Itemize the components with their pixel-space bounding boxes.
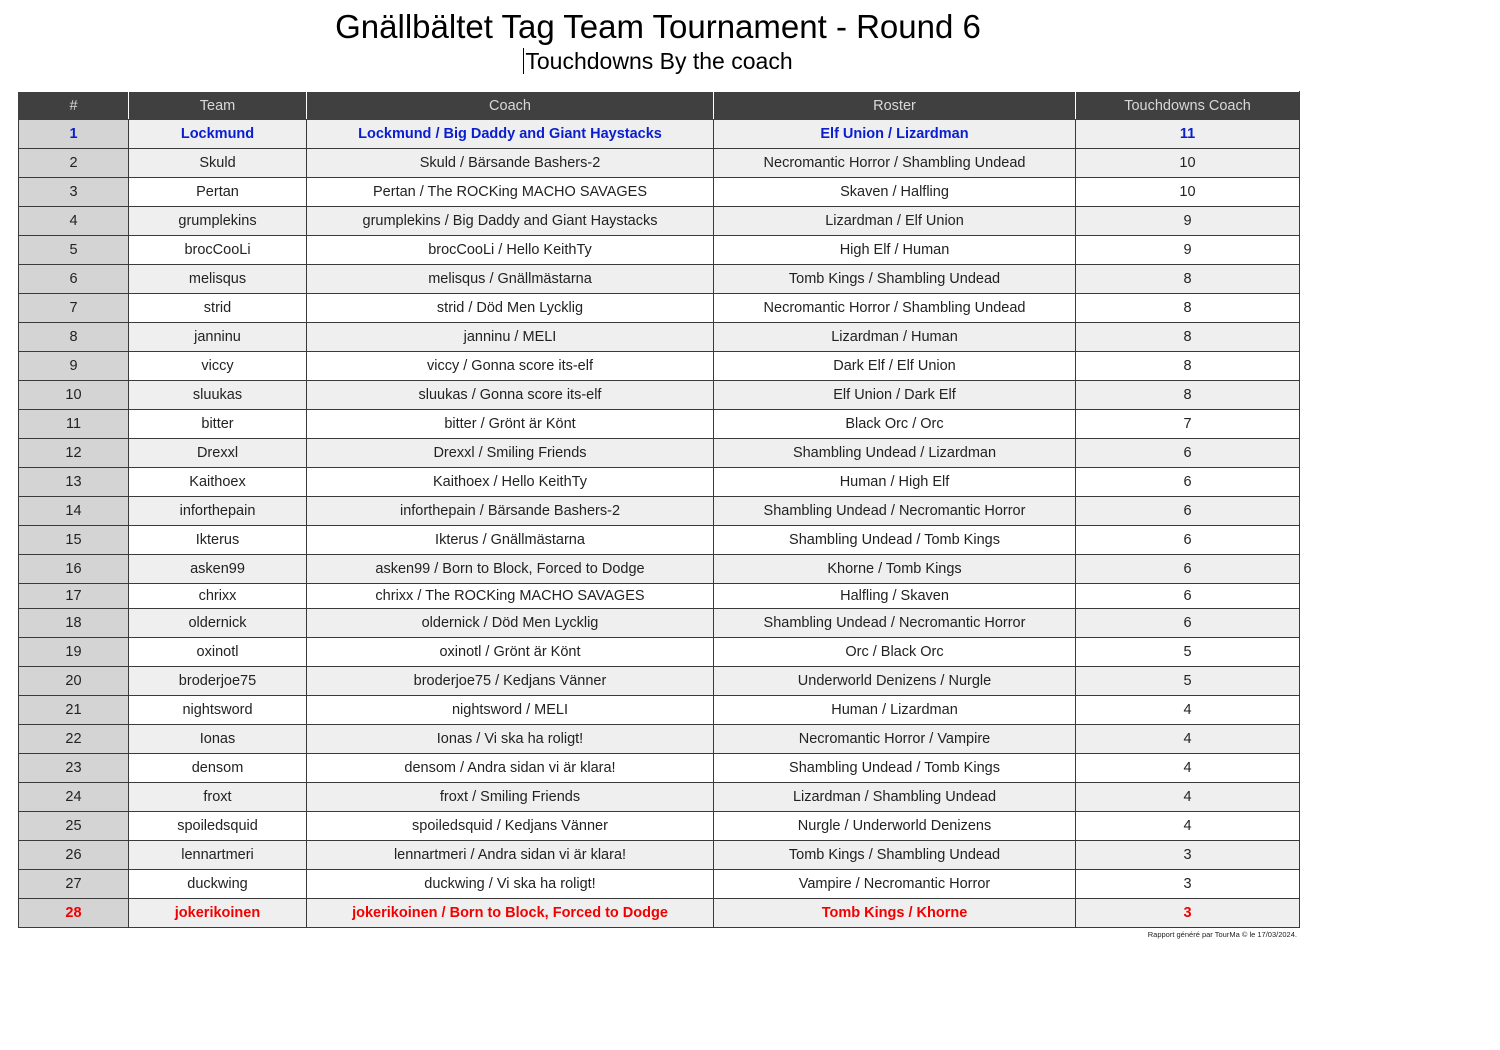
cell-coach: oldernick / Död Men Lycklig — [307, 609, 714, 638]
cell-rank: 12 — [19, 439, 129, 468]
cell-rank: 11 — [19, 410, 129, 439]
cell-touchdowns: 8 — [1076, 323, 1300, 352]
table-row — [19, 870, 1300, 899]
cell-rank: 1 — [19, 120, 129, 149]
cell-touchdowns: 4 — [1076, 812, 1300, 841]
cell-rank: 18 — [19, 609, 129, 638]
cell-rank: 2 — [19, 149, 129, 178]
table-row — [19, 696, 1300, 725]
cell-touchdowns: 7 — [1076, 410, 1300, 439]
cell-roster: Human / High Elf — [714, 468, 1076, 497]
cell-touchdowns: 8 — [1076, 381, 1300, 410]
cell-team: strid — [129, 294, 307, 323]
table-body — [19, 120, 1300, 928]
cell-rank: 24 — [19, 783, 129, 812]
cell-team: Ikterus — [129, 526, 307, 555]
cell-coach: broderjoe75 / Kedjans Vänner — [307, 667, 714, 696]
table-row — [19, 439, 1300, 468]
cell-coach: densom / Andra sidan vi är klara! — [307, 754, 714, 783]
cell-touchdowns: 4 — [1076, 725, 1300, 754]
cell-coach: brocCooLi / Hello KeithTy — [307, 236, 714, 265]
cell-touchdowns: 3 — [1076, 899, 1300, 928]
cell-roster: Nurgle / Underworld Denizens — [714, 812, 1076, 841]
cell-roster: Tomb Kings / Khorne — [714, 899, 1076, 928]
cell-roster: Shambling Undead / Lizardman — [714, 439, 1076, 468]
cell-team: viccy — [129, 352, 307, 381]
cell-coach: grumplekins / Big Daddy and Giant Haystacks — [307, 207, 714, 236]
cell-rank: 5 — [19, 236, 129, 265]
cell-touchdowns: 10 — [1076, 178, 1300, 207]
column-header-rank: # — [19, 92, 129, 120]
cell-team: sluukas — [129, 381, 307, 410]
cell-coach: janninu / MELI — [307, 323, 714, 352]
cell-coach: Drexxl / Smiling Friends — [307, 439, 714, 468]
cell-coach: Ionas / Vi ska ha roligt! — [307, 725, 714, 754]
table-row — [19, 352, 1300, 381]
cell-team: spoiledsquid — [129, 812, 307, 841]
cell-touchdowns: 8 — [1076, 265, 1300, 294]
table-row — [19, 841, 1300, 870]
cell-touchdowns: 8 — [1076, 294, 1300, 323]
cell-coach: jokerikoinen / Born to Block, Forced to Dodge — [307, 899, 714, 928]
table-row — [19, 725, 1300, 754]
cell-team: nightsword — [129, 696, 307, 725]
table-row — [19, 236, 1300, 265]
cell-coach: nightsword / MELI — [307, 696, 714, 725]
cell-roster: Necromantic Horror / Shambling Undead — [714, 294, 1076, 323]
cell-touchdowns: 4 — [1076, 696, 1300, 725]
cell-coach: viccy / Gonna score its-elf — [307, 352, 714, 381]
cell-roster: Human / Lizardman — [714, 696, 1076, 725]
cell-team: jokerikoinen — [129, 899, 307, 928]
cell-touchdowns: 6 — [1076, 468, 1300, 497]
cell-roster: Necromantic Horror / Shambling Undead — [714, 149, 1076, 178]
table-row — [19, 468, 1300, 497]
cell-touchdowns: 3 — [1076, 870, 1300, 899]
cell-rank: 14 — [19, 497, 129, 526]
cell-coach: Kaithoex / Hello KeithTy — [307, 468, 714, 497]
column-header-coach: Coach — [307, 92, 714, 120]
table-row — [19, 178, 1300, 207]
page-title: Gnällbältet Tag Team Tournament - Round 6 — [335, 8, 981, 45]
table-row — [19, 323, 1300, 352]
cell-touchdowns: 5 — [1076, 638, 1300, 667]
cell-coach: spoiledsquid / Kedjans Vänner — [307, 812, 714, 841]
cell-rank: 10 — [19, 381, 129, 410]
cell-roster: Tomb Kings / Shambling Undead — [714, 841, 1076, 870]
cell-roster: Underworld Denizens / Nurgle — [714, 667, 1076, 696]
cell-rank: 13 — [19, 468, 129, 497]
cell-team: chrixx — [129, 584, 307, 609]
cell-roster: Skaven / Halfling — [714, 178, 1076, 207]
cell-rank: 16 — [19, 555, 129, 584]
cell-team: Drexxl — [129, 439, 307, 468]
cell-team: Skuld — [129, 149, 307, 178]
cell-rank: 15 — [19, 526, 129, 555]
column-header-roster: Roster — [714, 92, 1076, 120]
cell-rank: 3 — [19, 178, 129, 207]
cell-coach: bitter / Grönt är Könt — [307, 410, 714, 439]
cell-team: Kaithoex — [129, 468, 307, 497]
cell-touchdowns: 6 — [1076, 526, 1300, 555]
cell-touchdowns: 5 — [1076, 667, 1300, 696]
cell-roster: Lizardman / Shambling Undead — [714, 783, 1076, 812]
cell-touchdowns: 6 — [1076, 555, 1300, 584]
cell-rank: 22 — [19, 725, 129, 754]
page-subtitle — [0, 48, 1316, 75]
report-footer: Rapport généré par TourMa © le 17/03/2024. — [1147, 930, 1297, 939]
table-header-row — [19, 92, 1300, 120]
table-row — [19, 584, 1300, 609]
column-header-team: Team — [129, 92, 307, 120]
table-row — [19, 207, 1300, 236]
cell-team: inforthepain — [129, 497, 307, 526]
cell-touchdowns: 6 — [1076, 497, 1300, 526]
table-row — [19, 754, 1300, 783]
cell-roster: Lizardman / Human — [714, 323, 1076, 352]
cell-roster: Orc / Black Orc — [714, 638, 1076, 667]
cell-roster: Lizardman / Elf Union — [714, 207, 1076, 236]
cell-rank: 23 — [19, 754, 129, 783]
cell-rank: 27 — [19, 870, 129, 899]
table-row — [19, 265, 1300, 294]
cell-rank: 28 — [19, 899, 129, 928]
cell-touchdowns: 6 — [1076, 439, 1300, 468]
cell-roster: Vampire / Necromantic Horror — [714, 870, 1076, 899]
cell-team: oxinotl — [129, 638, 307, 667]
cell-touchdowns: 9 — [1076, 236, 1300, 265]
cell-coach: Pertan / The ROCKing MACHO SAVAGES — [307, 178, 714, 207]
cell-touchdowns: 10 — [1076, 149, 1300, 178]
cell-touchdowns: 6 — [1076, 609, 1300, 638]
cell-touchdowns: 6 — [1076, 584, 1300, 609]
cell-rank: 6 — [19, 265, 129, 294]
table-row — [19, 120, 1300, 149]
cell-team: broderjoe75 — [129, 667, 307, 696]
table-row — [19, 609, 1300, 638]
cell-coach: Lockmund / Big Daddy and Giant Haystacks — [307, 120, 714, 149]
cell-coach: inforthepain / Bärsande Bashers-2 — [307, 497, 714, 526]
table-row — [19, 410, 1300, 439]
cell-coach: chrixx / The ROCKing MACHO SAVAGES — [307, 584, 714, 609]
table-row — [19, 294, 1300, 323]
cell-roster: Tomb Kings / Shambling Undead — [714, 265, 1076, 294]
cell-rank: 21 — [19, 696, 129, 725]
table-row — [19, 812, 1300, 841]
cell-coach: melisqus / Gnällmästarna — [307, 265, 714, 294]
cell-team: lennartmeri — [129, 841, 307, 870]
cell-team: densom — [129, 754, 307, 783]
cell-rank: 19 — [19, 638, 129, 667]
cell-roster: Halfling / Skaven — [714, 584, 1076, 609]
cell-coach: strid / Död Men Lycklig — [307, 294, 714, 323]
table-row — [19, 667, 1300, 696]
cell-roster: High Elf / Human — [714, 236, 1076, 265]
cell-rank: 4 — [19, 207, 129, 236]
cell-coach: Skuld / Bärsande Bashers-2 — [307, 149, 714, 178]
table-row — [19, 555, 1300, 584]
cell-roster: Shambling Undead / Necromantic Horror — [714, 609, 1076, 638]
cell-touchdowns: 4 — [1076, 754, 1300, 783]
cell-roster: Dark Elf / Elf Union — [714, 352, 1076, 381]
cell-rank: 20 — [19, 667, 129, 696]
cell-roster: Khorne / Tomb Kings — [714, 555, 1076, 584]
cell-roster: Black Orc / Orc — [714, 410, 1076, 439]
cell-touchdowns: 11 — [1076, 120, 1300, 149]
cell-team: duckwing — [129, 870, 307, 899]
cell-team: Lockmund — [129, 120, 307, 149]
cell-coach: sluukas / Gonna score its-elf — [307, 381, 714, 410]
cell-team: Ionas — [129, 725, 307, 754]
cell-coach: duckwing / Vi ska ha roligt! — [307, 870, 714, 899]
table-row — [19, 497, 1300, 526]
cell-team: janninu — [129, 323, 307, 352]
cell-team: Pertan — [129, 178, 307, 207]
table-row — [19, 899, 1300, 928]
cell-team: grumplekins — [129, 207, 307, 236]
cell-team: melisqus — [129, 265, 307, 294]
cell-touchdowns: 9 — [1076, 207, 1300, 236]
cell-roster: Shambling Undead / Tomb Kings — [714, 754, 1076, 783]
cell-roster: Shambling Undead / Necromantic Horror — [714, 497, 1076, 526]
cell-team: bitter — [129, 410, 307, 439]
cell-coach: oxinotl / Grönt är Könt — [307, 638, 714, 667]
cell-touchdowns: 8 — [1076, 352, 1300, 381]
cell-roster: Elf Union / Lizardman — [714, 120, 1076, 149]
page-subtitle-text: Touchdowns By the coach — [525, 48, 793, 74]
cell-rank: 7 — [19, 294, 129, 323]
cell-roster: Elf Union / Dark Elf — [714, 381, 1076, 410]
cell-rank: 26 — [19, 841, 129, 870]
table-row — [19, 381, 1300, 410]
table-row — [19, 783, 1300, 812]
standings-table — [18, 91, 1300, 928]
cell-coach: Ikterus / Gnällmästarna — [307, 526, 714, 555]
cell-team: froxt — [129, 783, 307, 812]
cell-coach: froxt / Smiling Friends — [307, 783, 714, 812]
table-row — [19, 526, 1300, 555]
cell-team: oldernick — [129, 609, 307, 638]
column-header-touchdowns: Touchdowns Coach — [1076, 92, 1300, 120]
cell-roster: Necromantic Horror / Vampire — [714, 725, 1076, 754]
cell-roster: Shambling Undead / Tomb Kings — [714, 526, 1076, 555]
cell-coach: asken99 / Born to Block, Forced to Dodge — [307, 555, 714, 584]
cell-rank: 9 — [19, 352, 129, 381]
cell-touchdowns: 4 — [1076, 783, 1300, 812]
table-row — [19, 638, 1300, 667]
cell-touchdowns: 3 — [1076, 841, 1300, 870]
cell-rank: 8 — [19, 323, 129, 352]
cell-team: asken99 — [129, 555, 307, 584]
cell-rank: 17 — [19, 584, 129, 609]
cell-team: brocCooLi — [129, 236, 307, 265]
cell-coach: lennartmeri / Andra sidan vi är klara! — [307, 841, 714, 870]
table-row — [19, 149, 1300, 178]
cell-rank: 25 — [19, 812, 129, 841]
